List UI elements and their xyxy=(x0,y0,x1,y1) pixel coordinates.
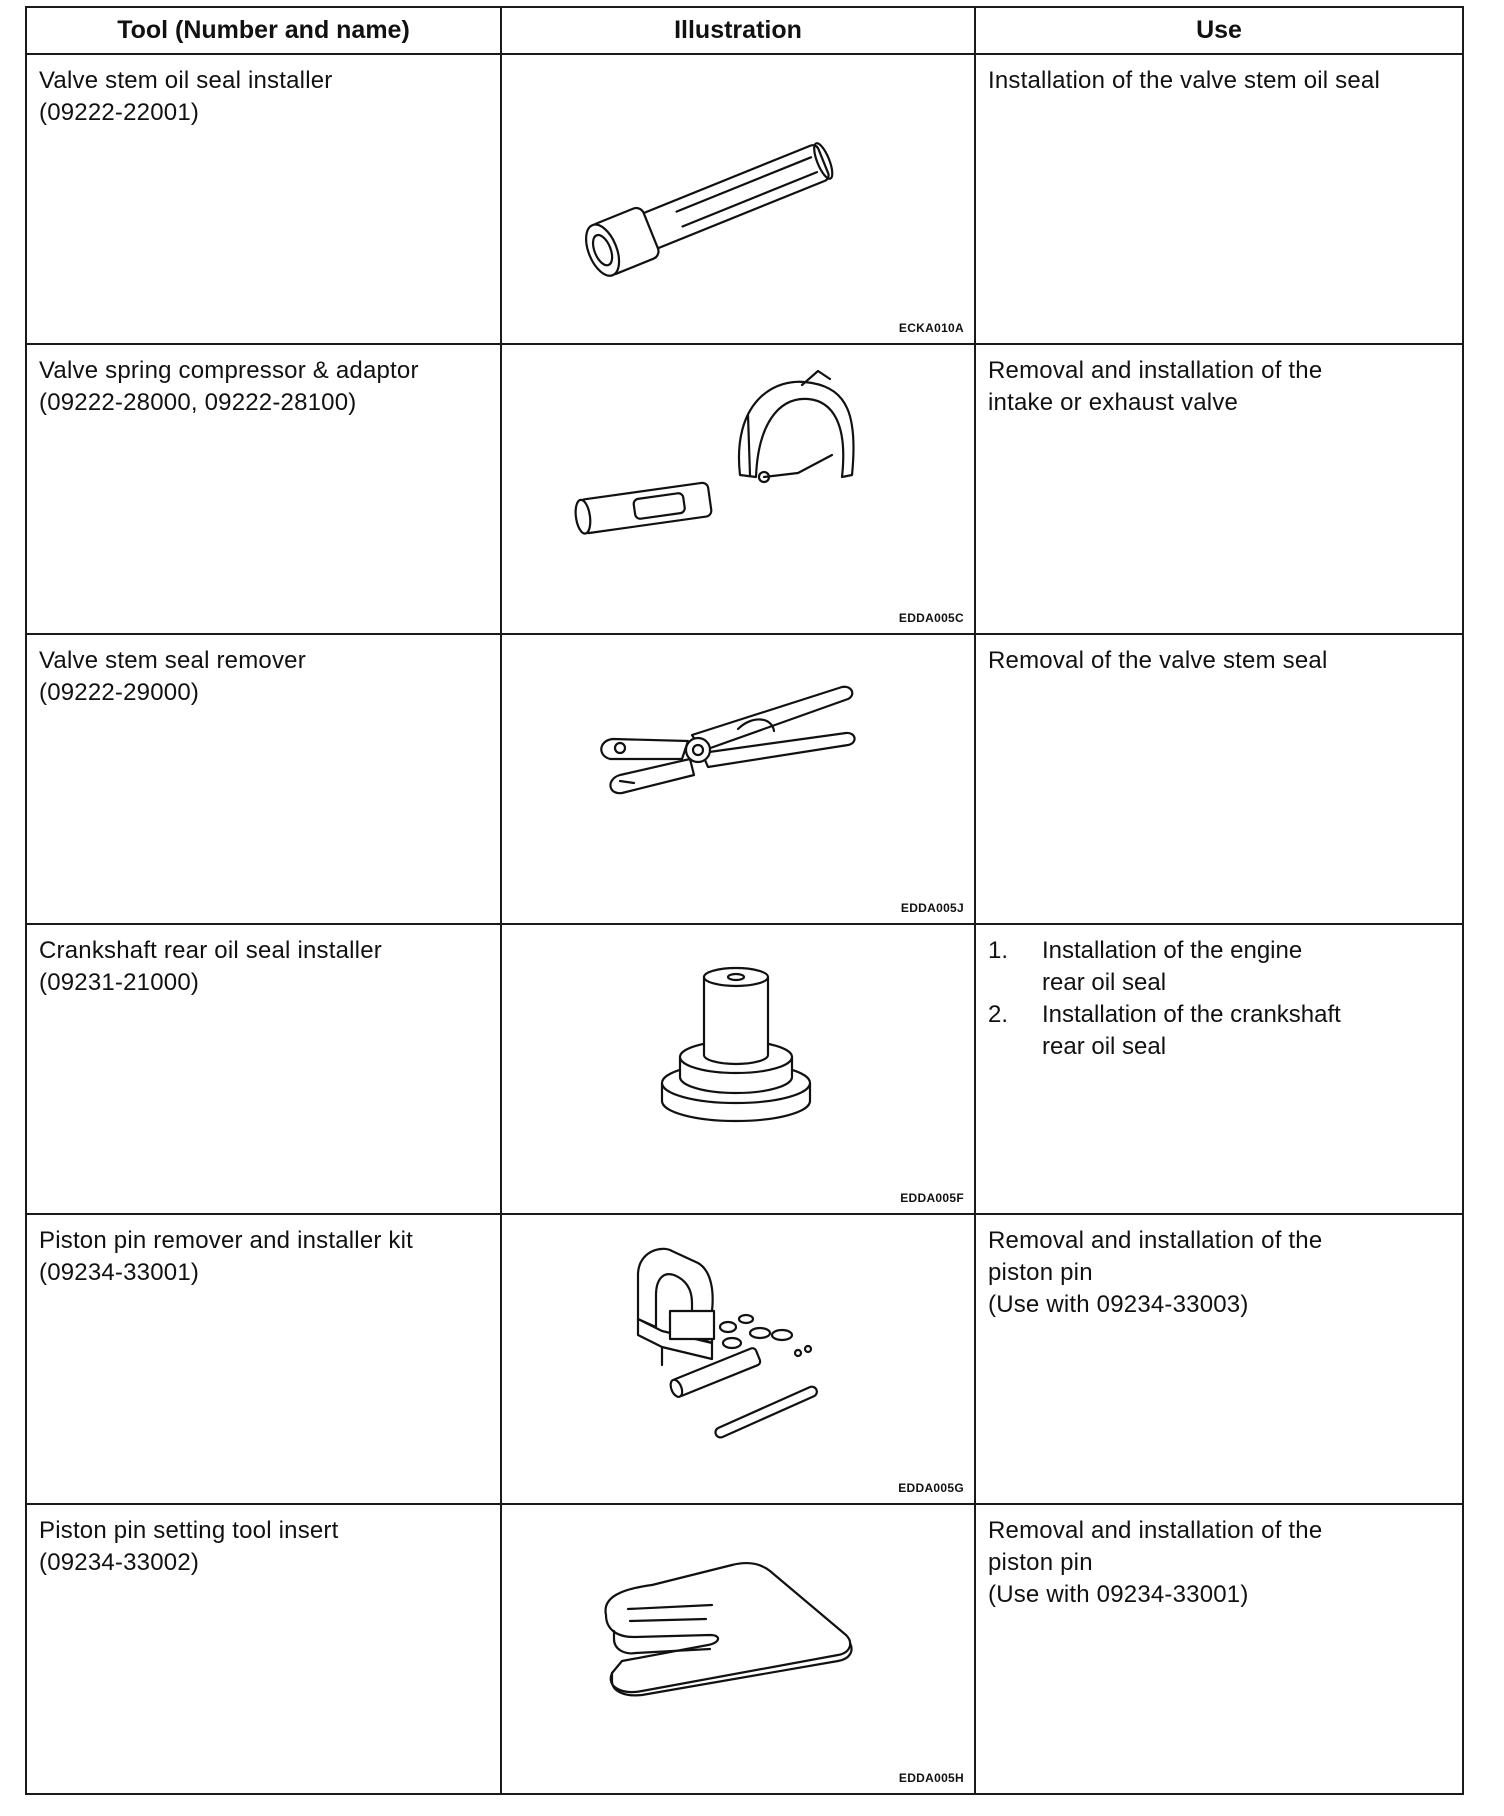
header-tool: Tool (Number and name) xyxy=(26,7,501,54)
tool-cell xyxy=(26,54,501,344)
tool-name: Crankshaft rear oil seal installer xyxy=(39,937,382,964)
figure-code: EDDA005F xyxy=(900,1191,964,1205)
illustration-cell xyxy=(501,924,975,1214)
use-line: Removal and installation of the xyxy=(988,1517,1323,1544)
use-list-item xyxy=(988,935,1450,999)
use-cell xyxy=(975,344,1463,634)
tool-cell xyxy=(26,924,501,1214)
use-cell xyxy=(975,634,1463,924)
tool-number: (09234-33002) xyxy=(39,1549,200,1576)
item-number: 1. xyxy=(988,937,1009,964)
tool-number: (09234-33001) xyxy=(39,1259,200,1286)
figure-code: ECKA010A xyxy=(898,321,964,335)
figure-code: EDDA005J xyxy=(900,901,964,915)
use-line: Installation of the engine xyxy=(1042,937,1303,964)
tool-cell xyxy=(26,344,501,634)
piston-pin-setting-insert-icon xyxy=(502,1505,976,1793)
use-line: intake or exhaust valve xyxy=(988,389,1239,416)
table-row xyxy=(26,1504,1463,1794)
use-line: Removal and installation of the xyxy=(988,357,1323,384)
illustration-cell xyxy=(501,1214,975,1504)
illustration-cell xyxy=(501,54,975,344)
use-line: (Use with 09234-33003) xyxy=(988,1291,1249,1318)
crankshaft-rear-oil-seal-installer-icon xyxy=(502,925,976,1213)
use-cell xyxy=(975,54,1463,344)
use-line: rear oil seal xyxy=(1042,969,1167,996)
use-line: rear oil seal xyxy=(1042,1033,1167,1060)
use-line: Installation of the crankshaft xyxy=(1042,1001,1341,1028)
use-line: Installation of the valve stem oil seal xyxy=(988,67,1380,94)
table-row xyxy=(26,54,1463,344)
use-line: Removal and installation of the xyxy=(988,1227,1323,1254)
tool-cell xyxy=(26,1214,501,1504)
use-list-item xyxy=(988,999,1450,1063)
tool-name: Piston pin setting tool insert xyxy=(39,1517,339,1544)
tool-cell xyxy=(26,1504,501,1794)
header-use: Use xyxy=(975,7,1463,54)
use-line: Removal of the valve stem seal xyxy=(988,647,1328,674)
item-number: 2. xyxy=(988,1001,1009,1028)
tool-name: Valve stem oil seal installer xyxy=(39,67,333,94)
valve-stem-seal-remover-icon xyxy=(502,635,976,923)
tool-name: Valve stem seal remover xyxy=(39,647,306,674)
use-line: piston pin xyxy=(988,1259,1093,1286)
use-list xyxy=(976,925,1462,1063)
table-row xyxy=(26,634,1463,924)
tool-number: (09231-21000) xyxy=(39,969,200,996)
valve-stem-oil-seal-installer-icon xyxy=(502,55,976,343)
tool-number: (09222-29000) xyxy=(39,679,200,706)
tool-cell xyxy=(26,634,501,924)
illustration-cell xyxy=(501,344,975,634)
use-line: (Use with 09234-33001) xyxy=(988,1581,1249,1608)
illustration-cell xyxy=(501,634,975,924)
use-cell xyxy=(975,1504,1463,1794)
illustration-cell xyxy=(501,1504,975,1794)
tool-name: Piston pin remover and installer kit xyxy=(39,1227,414,1254)
tool-number: (09222-22001) xyxy=(39,99,200,126)
use-line: piston pin xyxy=(988,1549,1093,1576)
valve-spring-compressor-icon xyxy=(502,345,976,633)
table-row xyxy=(26,924,1463,1214)
tool-name: Valve spring compressor & adaptor xyxy=(39,357,419,384)
use-cell xyxy=(975,924,1463,1214)
table-row xyxy=(26,1214,1463,1504)
special-tools-table xyxy=(25,6,1464,1795)
header-row xyxy=(26,7,1463,54)
piston-pin-kit-icon xyxy=(502,1215,976,1503)
figure-code: EDDA005G xyxy=(898,1481,964,1495)
header-illustration: Illustration xyxy=(501,7,975,54)
use-cell xyxy=(975,1214,1463,1504)
figure-code: EDDA005H xyxy=(898,1771,964,1785)
tool-number: (09222-28000, 09222-28100) xyxy=(39,389,357,416)
table-row xyxy=(26,344,1463,634)
figure-code: EDDA005C xyxy=(898,611,964,625)
